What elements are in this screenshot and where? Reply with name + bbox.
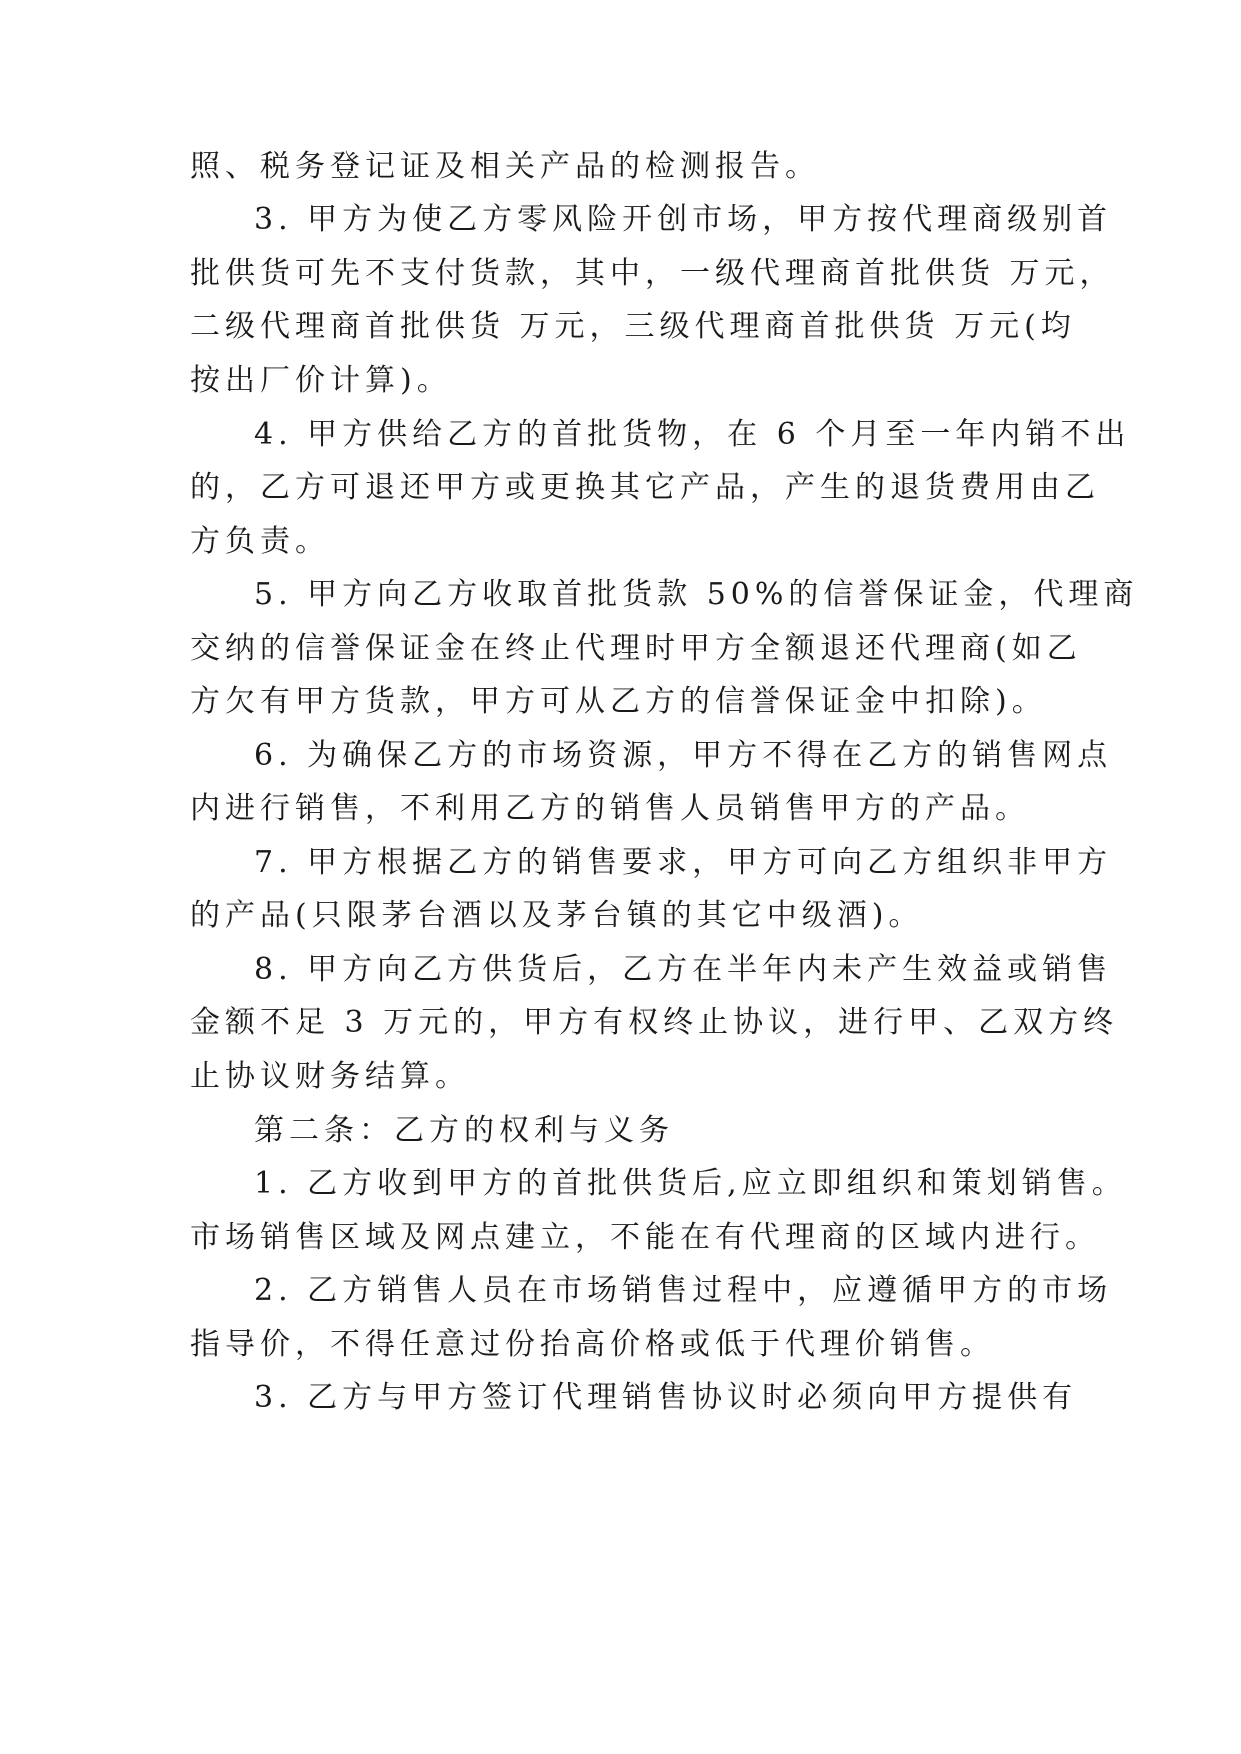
text-line: 1. 乙方收到甲方的首批供货后,应立即组织和策划销售。 [254, 1166, 1127, 1201]
text-line: 3. 甲方为使乙方零风险开创市场，甲方按代理商级别首 [254, 202, 1113, 237]
text-line: 4. 甲方供给乙方的首批货物，在 6 个月至一年内销不出 [254, 417, 1131, 452]
text-line: 3. 乙方与甲方签订代理销售协议时必须向甲方提供有 [254, 1380, 1078, 1415]
text-line: 照、税务登记证及相关产品的检测报告。 [190, 149, 820, 184]
text-line: 2. 乙方销售人员在市场销售过程中，应遵循甲方的市场 [254, 1273, 1113, 1308]
text-line: 二级代理商首批供货 万元，三级代理商首批供货 万元(均 [190, 309, 1076, 344]
text-line: 8. 甲方向乙方供货后，乙方在半年内未产生效益或销售 [254, 952, 1113, 987]
text-line: 内进行销售，不利用乙方的销售人员销售甲方的产品。 [190, 791, 1030, 826]
section-heading: 第二条：乙方的权利与义务 [254, 1113, 674, 1148]
text-line: 交纳的信誉保证金在终止代理时甲方全额退还代理商(如乙 [190, 631, 1082, 666]
text-line: 5. 甲方向乙方收取首批货款 50%的信誉保证金，代理商 [254, 577, 1139, 612]
text-line: 批供货可先不支付货款，其中，一级代理商首批供货 万元， [190, 256, 1115, 291]
text-line: 市场销售区域及网点建立，不能在有代理商的区域内进行。 [190, 1220, 1100, 1255]
text-line: 金额不足 3 万元的，甲方有权终止协议，进行甲、乙双方终 [190, 1005, 1119, 1040]
text-line: 指导价，不得任意过份抬高价格或低于代理价销售。 [190, 1327, 995, 1362]
text-line: 方负责。 [190, 524, 330, 559]
text-line: 的，乙方可退还甲方或更换其它产品，产生的退货费用由乙 [190, 470, 1100, 505]
text-line: 的产品(只限茅台酒以及茅台镇的其它中级酒)。 [190, 898, 924, 933]
text-line: 按出厂价计算)。 [190, 363, 452, 398]
text-line: 7. 甲方根据乙方的销售要求，甲方可向乙方组织非甲方 [254, 845, 1113, 880]
text-line: 止协议财务结算。 [190, 1059, 470, 1094]
text-line: 方欠有甲方货款，甲方可从乙方的信誉保证金中扣除)。 [190, 684, 1047, 719]
text-line: 6. 为确保乙方的市场资源，甲方不得在乙方的销售网点 [254, 738, 1113, 773]
